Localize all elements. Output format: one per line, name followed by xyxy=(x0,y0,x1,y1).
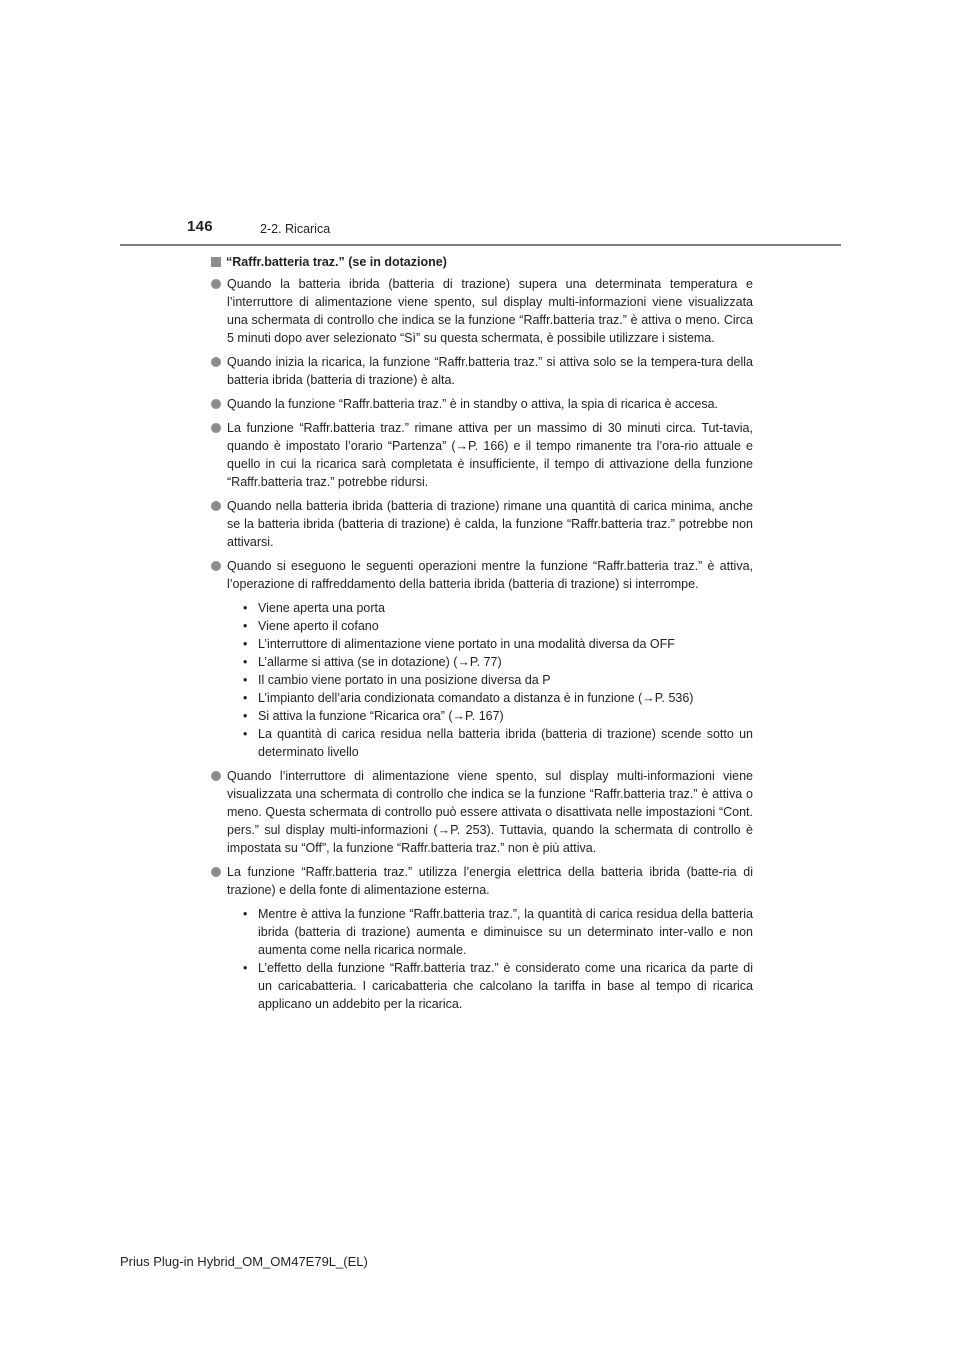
paragraph-text: Quando inizia la ricarica, la funzione “Raffr.batteria traz.” si attiva solo se la tempera-tura della batteria ibrida (batteria di trazione) è alta. xyxy=(227,355,753,387)
circle-bullet-icon xyxy=(211,399,221,409)
page-number: 146 xyxy=(187,218,213,235)
paragraph-text: Quando l’interruttore di alimentazione viene spento, sul display multi-informazioni viene visualizzata una schermata di controllo che indica se la funzione “Raffr.batteria traz.” è attiva o meno. Questa schermata di controllo può essere attivata o disattivata nelle impostazioni “Cont. pers.” sul display multi-informazioni (→P. 253). Tuttavia, quando la schermata di controllo è impostata su “Off”, la funzione “Raffr.batteria traz.” non è più attiva. xyxy=(227,769,753,855)
operations-list xyxy=(243,599,753,761)
circle-bullet-icon xyxy=(211,771,221,781)
circle-bullet-icon xyxy=(211,561,221,571)
list-item: • Mentre è attiva la funzione “Raffr.batteria traz.”, la quantità di carica residua della batteria ibrida (batteria di trazione) aumenta e diminuisce su un determinato inter-vallo e non aumenta come nella ricarica normale. xyxy=(243,905,753,959)
paragraph xyxy=(211,497,753,551)
paragraph-text: La funzione “Raffr.batteria traz.” utilizza l’energia elettrica della batteria ibrida (batte-ria di trazione) e della fonte di alimentazione esterna. xyxy=(227,865,753,897)
list-item: • L’allarme si attiva (se in dotazione) (→P. 77) xyxy=(243,653,753,671)
list-item: • Il cambio viene portato in una posizione diversa da P xyxy=(243,671,753,689)
list-item: • L’impianto dell’aria condizionata comandato a distanza è in funzione (→P. 536) xyxy=(243,689,753,707)
footer-document-id: Prius Plug-in Hybrid_OM_OM47E79L_(EL) xyxy=(120,1254,368,1269)
square-bullet-icon xyxy=(211,257,221,267)
list-item: • Si attiva la funzione “Ricarica ora” (→P. 167) xyxy=(243,707,753,725)
paragraph xyxy=(211,353,753,389)
section-title: 2-2. Ricarica xyxy=(260,222,331,236)
section-heading xyxy=(211,253,753,271)
circle-bullet-icon xyxy=(211,357,221,367)
circle-bullet-icon xyxy=(211,279,221,289)
paragraph-text: Quando si eseguono le seguenti operazioni mentre la funzione “Raffr.batteria traz.” è attiva, l’operazione di raffreddamento della batteria ibrida (batteria di trazione) si interrompe. xyxy=(227,559,753,591)
list-item: • L’effetto della funzione “Raffr.batteria traz.” è considerato come una ricarica da parte di un caricabatteria. I caricabatteria che calcolano la tariffa in base al tempo di ricarica applicano un addebito per la ricarica. xyxy=(243,959,753,1013)
paragraph xyxy=(211,395,753,413)
header-divider xyxy=(120,244,841,246)
list-item: • Viene aperto il cofano xyxy=(243,617,753,635)
list-item: • L’interruttore di alimentazione viene portato in una modalità diversa da OFF xyxy=(243,635,753,653)
paragraph xyxy=(211,767,753,857)
energy-list xyxy=(243,905,753,1013)
paragraph xyxy=(211,275,753,347)
paragraph xyxy=(211,863,753,1013)
paragraph-text: Quando la batteria ibrida (batteria di trazione) supera una determinata temperatura e l’interruttore di alimentazione viene spento, sul display multi-informazioni viene visualizzata una schermata di controllo che indica se la funzione “Raffr.batteria traz.” è attiva o meno. Circa 5 minuti dopo aver selezionato “Sì” su questa schermata, è possibile utilizzare i sistema. xyxy=(227,277,753,345)
circle-bullet-icon xyxy=(211,501,221,511)
paragraph-text: Quando la funzione “Raffr.batteria traz.” è in standby o attiva, la spia di ricarica è accesa. xyxy=(227,397,719,411)
circle-bullet-icon xyxy=(211,867,221,877)
heading-text: “Raffr.batteria traz.” (se in dotazione) xyxy=(226,255,447,269)
paragraph xyxy=(211,419,753,491)
main-content xyxy=(211,253,753,1019)
list-item: • La quantità di carica residua nella batteria ibrida (batteria di trazione) scende sotto un determinato livello xyxy=(243,725,753,761)
paragraph-text: Quando nella batteria ibrida (batteria di trazione) rimane una quantità di carica minima, anche se la batteria ibrida (batteria di trazione) è calda, la funzione “Raffr.batteria traz.” potrebbe non attivarsi. xyxy=(227,499,753,549)
circle-bullet-icon xyxy=(211,423,221,433)
paragraph-text: La funzione “Raffr.batteria traz.” rimane attiva per un massimo di 30 minuti circa. Tut-tavia, quando è impostato l’orario “Partenza” (→P. 166) e il tempo rimanente tra l’ora-rio attuale e quello in cui la ricarica sarà completata è insufficiente, il tempo di attivazione della funzione “Raffr.batteria traz.” potrebbe ridursi. xyxy=(227,421,753,489)
paragraph xyxy=(211,557,753,761)
list-item: • Viene aperta una porta xyxy=(243,599,753,617)
